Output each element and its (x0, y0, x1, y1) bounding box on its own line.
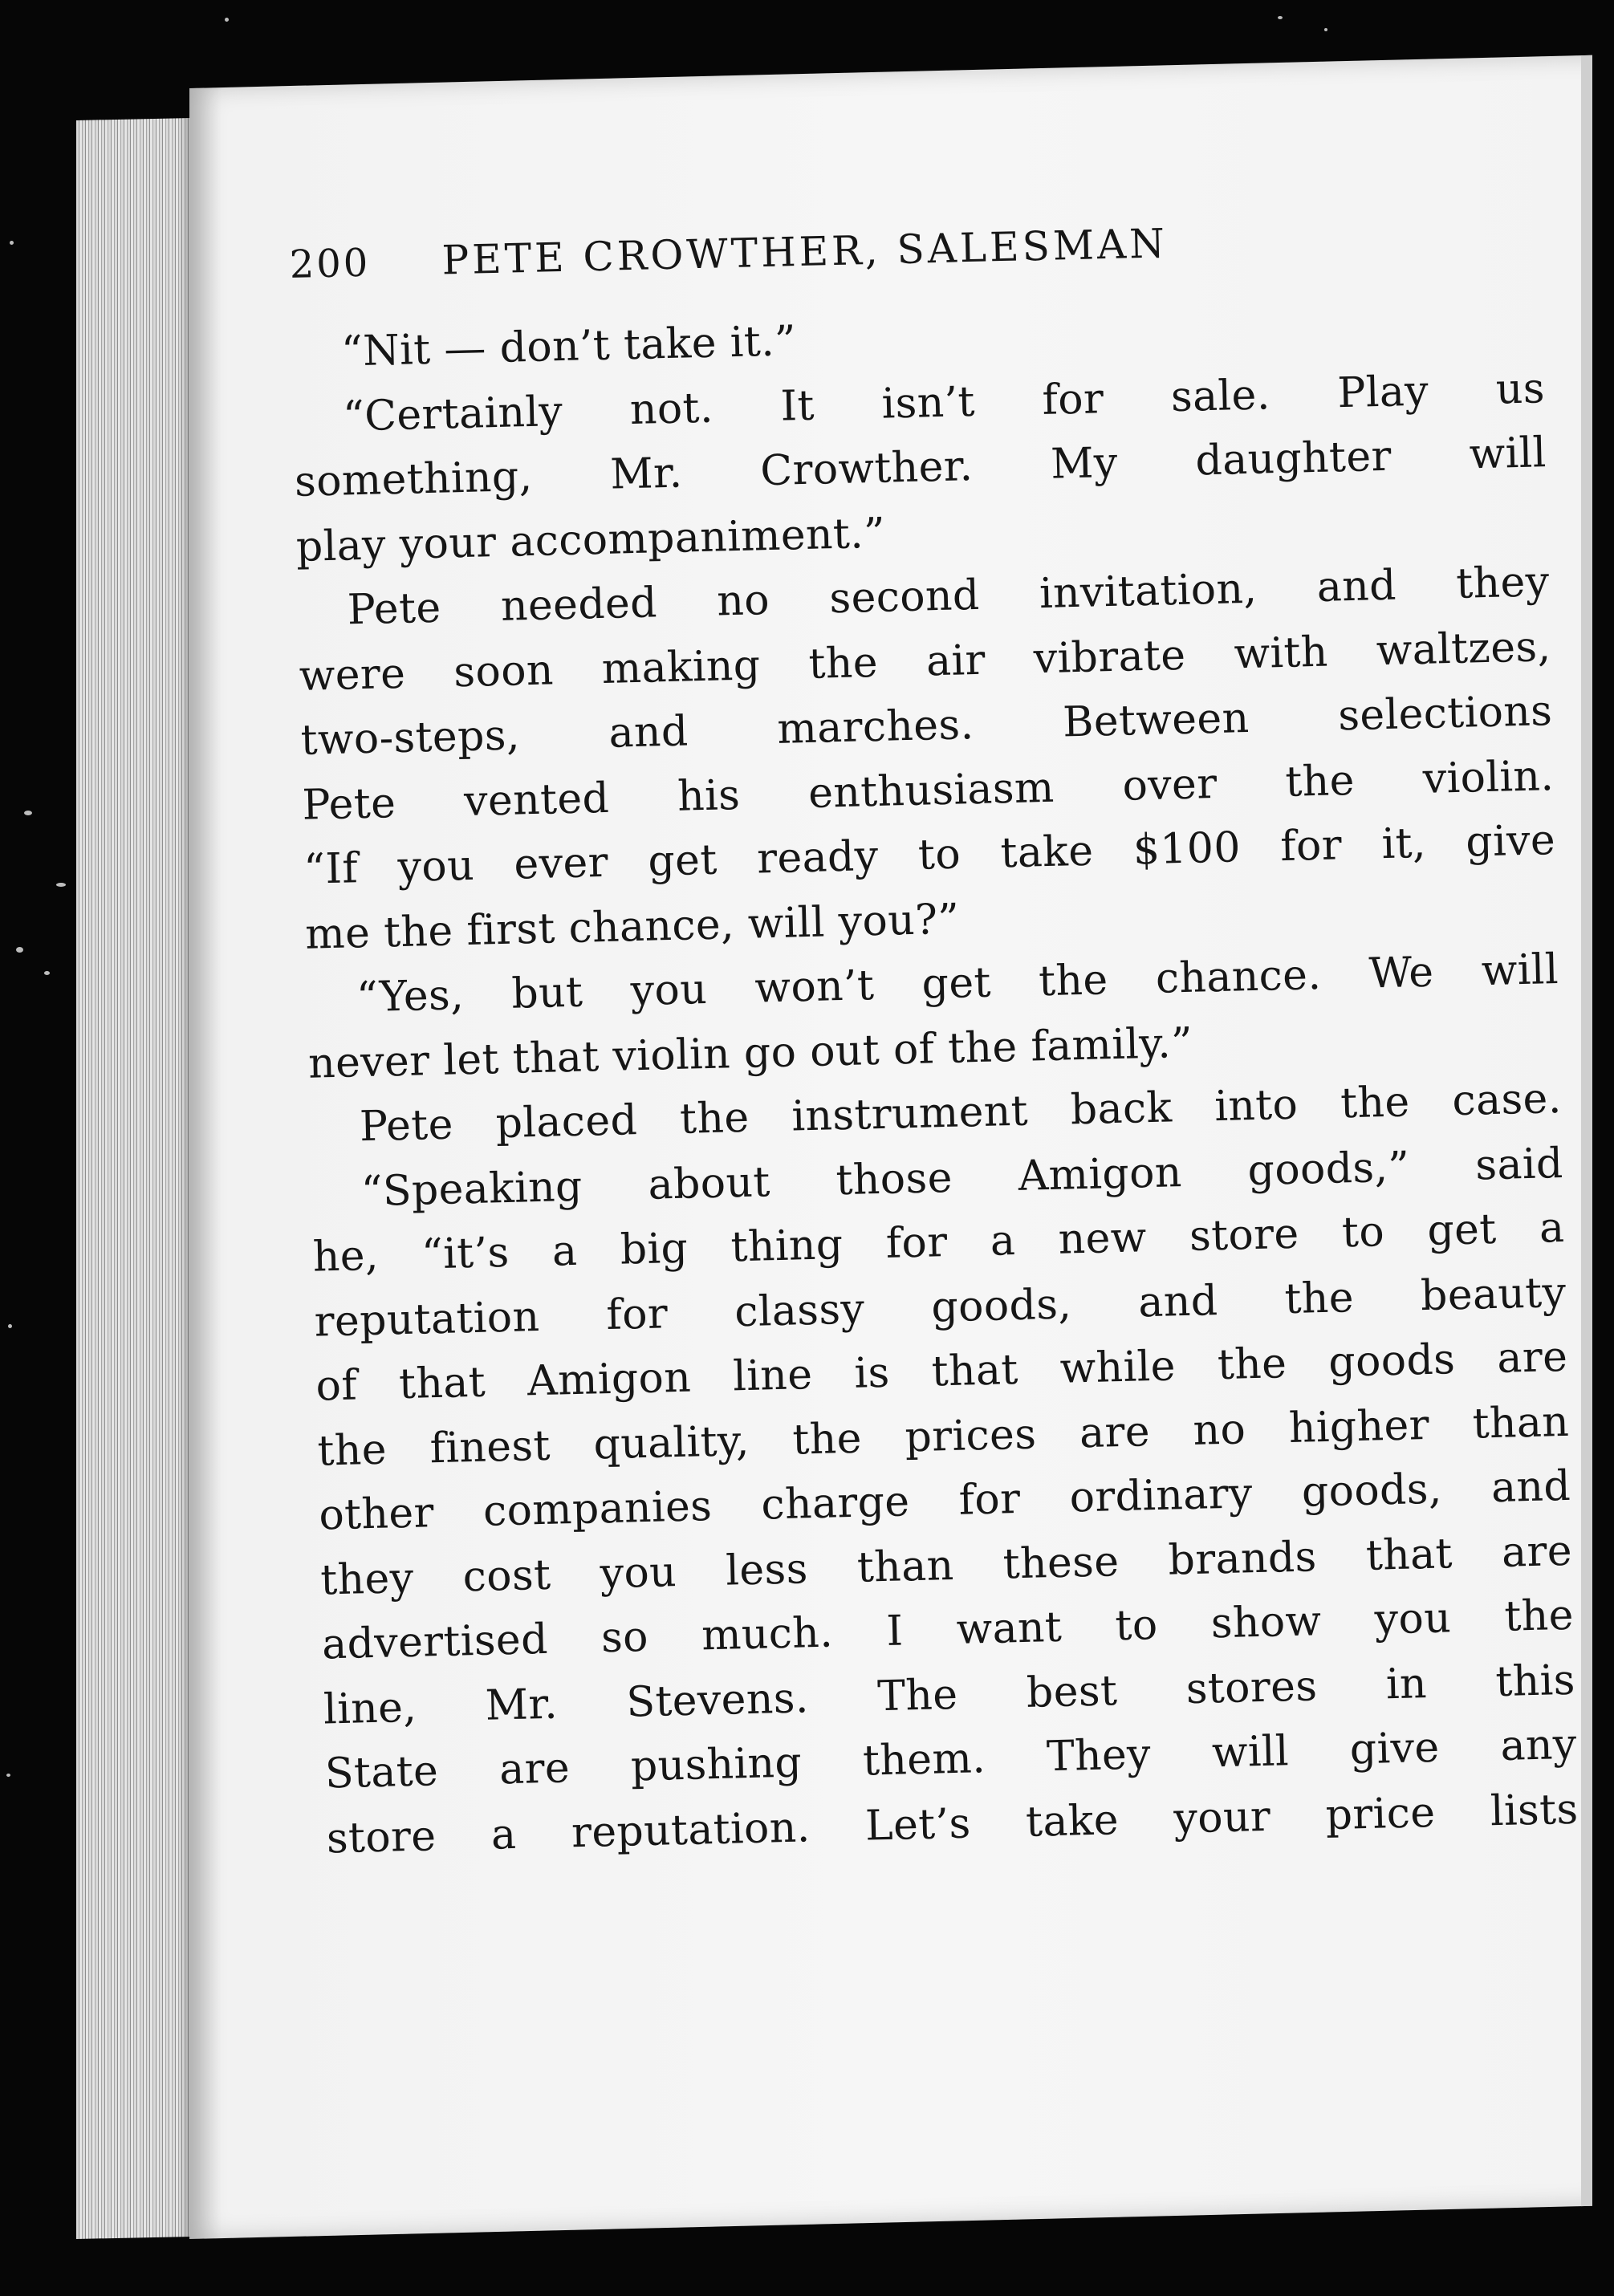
text-line: line, Mr. Stevens. The best stores in this (323, 1656, 1576, 1733)
text-line: never let that violin go out of the family.” (307, 1018, 1193, 1088)
text-line: “Speaking about those Amigon goods,” said (360, 1139, 1564, 1216)
dust-speck (10, 241, 14, 245)
running-title: PETE CROWTHER, SALESMAN (441, 220, 1169, 284)
page-right-edge (1581, 55, 1592, 2206)
dust-speck (56, 883, 66, 887)
text-line: play your accompaniment.” (295, 509, 886, 571)
body-text (291, 291, 1579, 1871)
text-line: “Certainly not. It isn’t for sale. Play us (342, 364, 1546, 441)
text-line: something, Mr. Crowther. My daughter will (294, 429, 1547, 506)
page-edges (76, 118, 197, 2239)
text-line: “Nit — don’t take it.” (340, 317, 797, 376)
text-line: Pete placed the instrument back into the case. (359, 1074, 1563, 1152)
page-number: 200 (289, 240, 371, 287)
text-line: State are pushing them. They will give any (324, 1720, 1578, 1798)
text-line: advertised so much. I want to show you the (321, 1591, 1575, 1669)
text-line: were soon making the air vibrate with waltzes, (299, 622, 1552, 701)
text-line: reputation for classy goods, and the beauty (314, 1268, 1567, 1347)
text-line: “If you ever get ready to take $100 for it, give (303, 816, 1556, 894)
page-text-block (289, 211, 1579, 1871)
dust-speck (1324, 28, 1327, 31)
text-line: they cost you less than these brands that are (319, 1526, 1573, 1605)
text-line: he, “it’s a big thing for a new store to get a (312, 1203, 1566, 1282)
text-line: other companies charge for ordinary goods, and (318, 1461, 1571, 1540)
dust-speck (44, 971, 50, 975)
text-line: me the first chance, will you?” (304, 895, 961, 959)
text-line: store a reputation. Let’s take your price lists (326, 1785, 1579, 1863)
text-line: the finest quality, the prices are no higher than (316, 1397, 1570, 1476)
text-line: “Yes, but you won’t get the chance. We will (356, 945, 1559, 1022)
dust-speck (6, 1774, 10, 1777)
text-line: two-steps, and marches. Between selections (299, 687, 1553, 765)
dust-speck (24, 811, 32, 815)
dust-speck (8, 1324, 12, 1328)
dust-speck (1278, 16, 1283, 19)
dust-speck (16, 947, 23, 953)
text-line: Pete needed no second invitation, and they (347, 558, 1551, 635)
dust-speck (225, 18, 229, 22)
text-line: Pete vented his enthusiasm over the violin. (301, 751, 1555, 830)
text-line: of that Amigon line is that while the goods are (315, 1332, 1568, 1411)
